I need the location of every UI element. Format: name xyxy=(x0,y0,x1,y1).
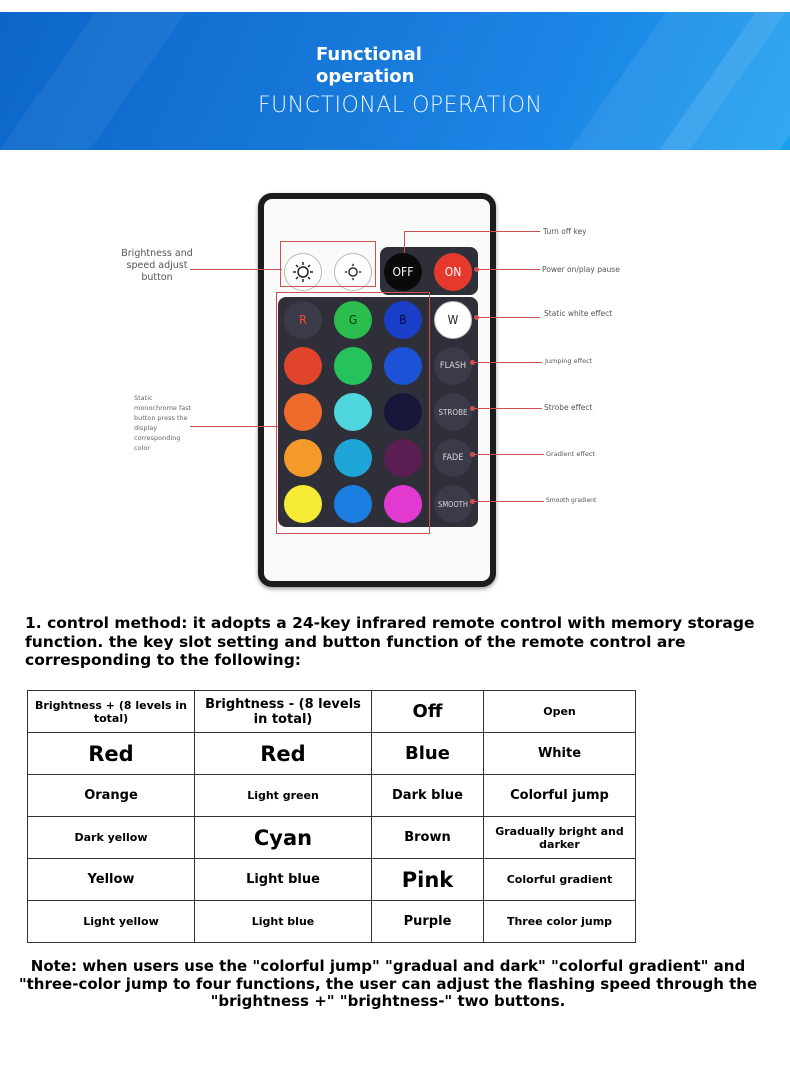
table-cell: Brightness - (8 levels in total) xyxy=(195,691,372,733)
table-cell: Three color jump xyxy=(484,901,636,943)
brightness-callout-box xyxy=(280,241,376,287)
callout-line xyxy=(190,269,282,270)
table-row xyxy=(28,817,636,859)
table-cell: Colorful jump xyxy=(484,775,636,817)
flash-key: FLASH xyxy=(434,347,472,385)
strobe-key: STROBE xyxy=(434,393,472,431)
table-row xyxy=(28,775,636,817)
callout-line xyxy=(478,317,540,318)
callout-dot xyxy=(470,360,475,365)
table-cell: Brown xyxy=(372,817,484,859)
callout-line xyxy=(404,231,405,253)
key-function-table xyxy=(27,690,636,943)
table-cell: Colorful gradient xyxy=(484,859,636,901)
smooth-callout-label: Smooth gradient xyxy=(546,497,597,504)
table-cell: Dark yellow xyxy=(28,817,195,859)
static-callout-box xyxy=(276,292,430,534)
table-cell: Red xyxy=(195,733,372,775)
callout-dot xyxy=(474,315,479,320)
usage-note: Note: when users use the "colorful jump" "gradual and dark" "colorful gradient" and "three-color jump to four functions, the user can adjust the flashing speed through the "brightness +" "brightness-" two buttons. xyxy=(18,957,758,1010)
callout-dot xyxy=(470,406,475,411)
table-cell: Light green xyxy=(195,775,372,817)
power-on-callout-label: Power on/play pause xyxy=(542,265,620,274)
static-callout-label: Static monochrome fast button press the display corresponding color xyxy=(134,394,192,452)
page-subtitle: FUNCTIONAL OPERATION xyxy=(258,93,543,118)
table-row xyxy=(28,901,636,943)
table-cell: Off xyxy=(372,691,484,733)
control-method-paragraph: 1. control method: it adopts a 24-key infrared remote control with memory storage function. the key slot setting and button function of the remote control are corresponding to the following: xyxy=(25,614,755,669)
table-cell: Gradually bright and darker xyxy=(484,817,636,859)
table-cell: Purple xyxy=(372,901,484,943)
header-banner xyxy=(0,12,790,150)
table-row xyxy=(28,691,636,733)
callout-line xyxy=(474,501,544,502)
fade-key: FADE xyxy=(434,439,472,477)
table-row xyxy=(28,859,636,901)
table-cell: Red xyxy=(28,733,195,775)
gradient-callout-label: Gradient effect xyxy=(546,450,595,458)
table-cell: Dark blue xyxy=(372,775,484,817)
table-cell: Pink xyxy=(372,859,484,901)
table-cell: Light blue xyxy=(195,901,372,943)
g-key: G xyxy=(334,301,372,339)
w-key: W xyxy=(434,301,472,339)
smooth-key: SMOOTH xyxy=(434,485,472,523)
jumping-callout-label: Jumping effect xyxy=(545,357,593,365)
callout-dot xyxy=(474,267,479,272)
static-white-callout-label: Static white effect xyxy=(544,309,613,318)
table-cell: Light yellow xyxy=(28,901,195,943)
table-cell: Blue xyxy=(372,733,484,775)
brightness-callout-label: Brightness and speed adjust button xyxy=(121,248,193,283)
r-key: R xyxy=(284,301,322,339)
callout-line xyxy=(474,362,542,363)
off-key: OFF xyxy=(384,253,422,291)
table-cell: Cyan xyxy=(195,817,372,859)
table-row xyxy=(28,733,636,775)
b-key: B xyxy=(384,301,422,339)
table-cell: Yellow xyxy=(28,859,195,901)
callout-dot xyxy=(470,452,475,457)
on-key: ON xyxy=(434,253,472,291)
table-cell: White xyxy=(484,733,636,775)
callout-line xyxy=(474,408,542,409)
table-cell: Light blue xyxy=(195,859,372,901)
callout-line xyxy=(404,231,540,232)
callout-line xyxy=(474,454,544,455)
table-cell: Brightness + (8 levels in total) xyxy=(28,691,195,733)
remote-illustration xyxy=(0,150,790,600)
callout-line xyxy=(478,269,540,270)
table-cell: Orange xyxy=(28,775,195,817)
banner-decoration xyxy=(0,12,214,150)
strobe-callout-label: Strobe effect xyxy=(544,403,593,412)
callout-dot xyxy=(470,499,475,504)
callout-line xyxy=(190,426,278,427)
page-title: Functional operation xyxy=(316,44,422,87)
table-cell: Open xyxy=(484,691,636,733)
turn-off-callout-label: Turn off key xyxy=(543,227,587,236)
